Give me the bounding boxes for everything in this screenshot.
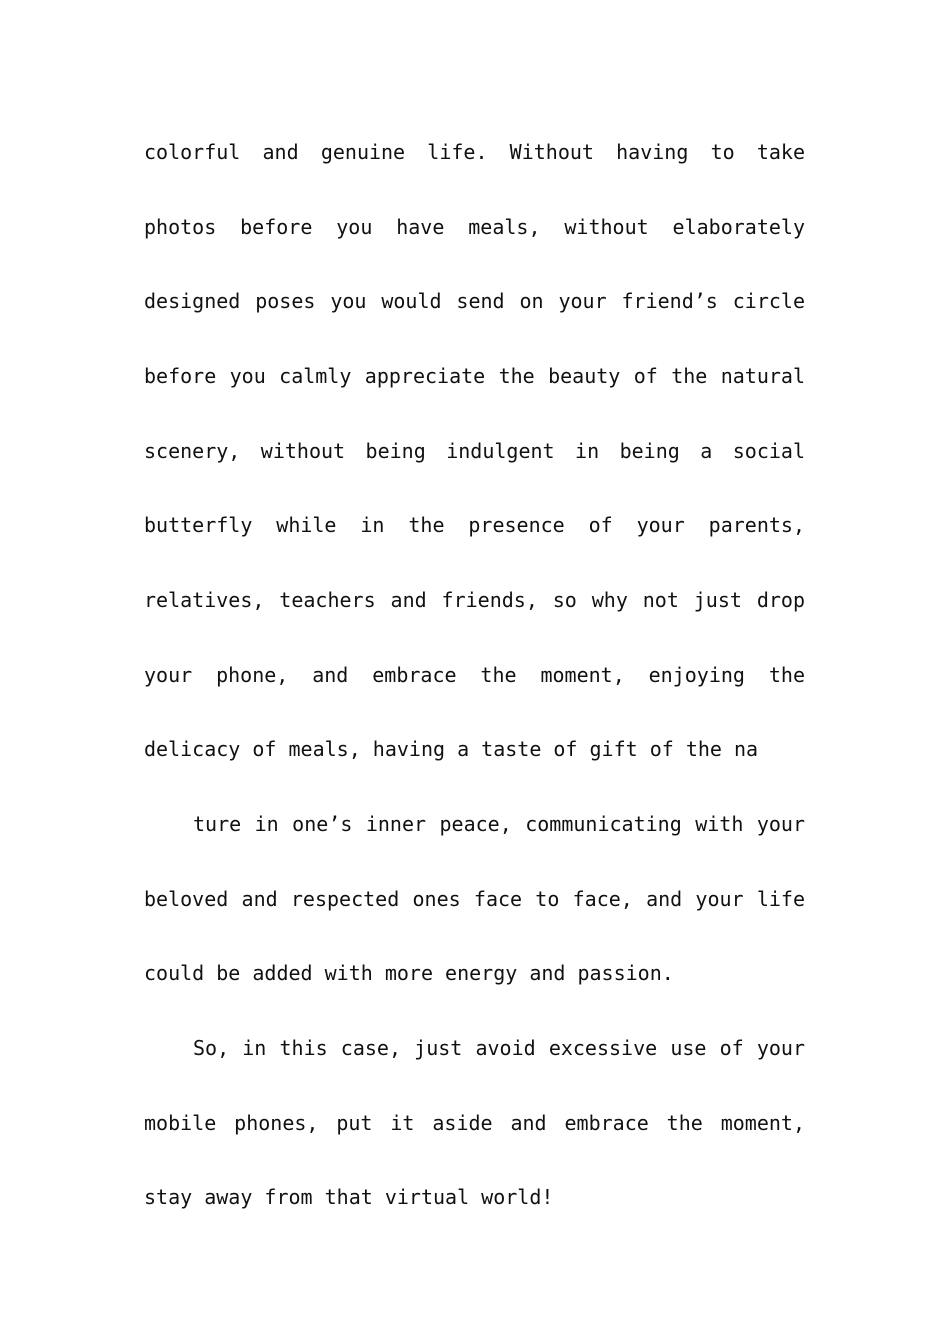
- text-line: mobile phones, put it aside and embrace the moment,: [144, 1111, 805, 1135]
- text-line: colorful and genuine life. Without having to take: [144, 140, 805, 164]
- text-line: before you calmly appreciate the beauty of the natural: [144, 364, 805, 388]
- text-line: photos before you have meals, without elaborately: [144, 215, 805, 239]
- text-line: stay away from that virtual world!: [144, 1185, 554, 1209]
- text-line: scenery, without being indulgent in being a social: [144, 439, 805, 463]
- text-line: designed poses you would send on your friend’s circle: [144, 289, 805, 313]
- text-line: delicacy of meals, having a taste of gift of the na: [144, 737, 759, 761]
- paragraph-start-line: ture in one’s inner peace, communicating with your: [193, 812, 805, 836]
- text-line: relatives, teachers and friends, so why not just drop: [144, 588, 805, 612]
- text-line: your phone, and embrace the moment, enjoying the: [144, 663, 805, 687]
- text-line: butterfly while in the presence of your parents,: [144, 513, 805, 537]
- text-line: beloved and respected ones face to face, and your life: [144, 887, 805, 911]
- text-line: could be added with more energy and passion.: [144, 961, 674, 985]
- paragraph-start-line: So, in this case, just avoid excessive use of your: [193, 1036, 805, 1060]
